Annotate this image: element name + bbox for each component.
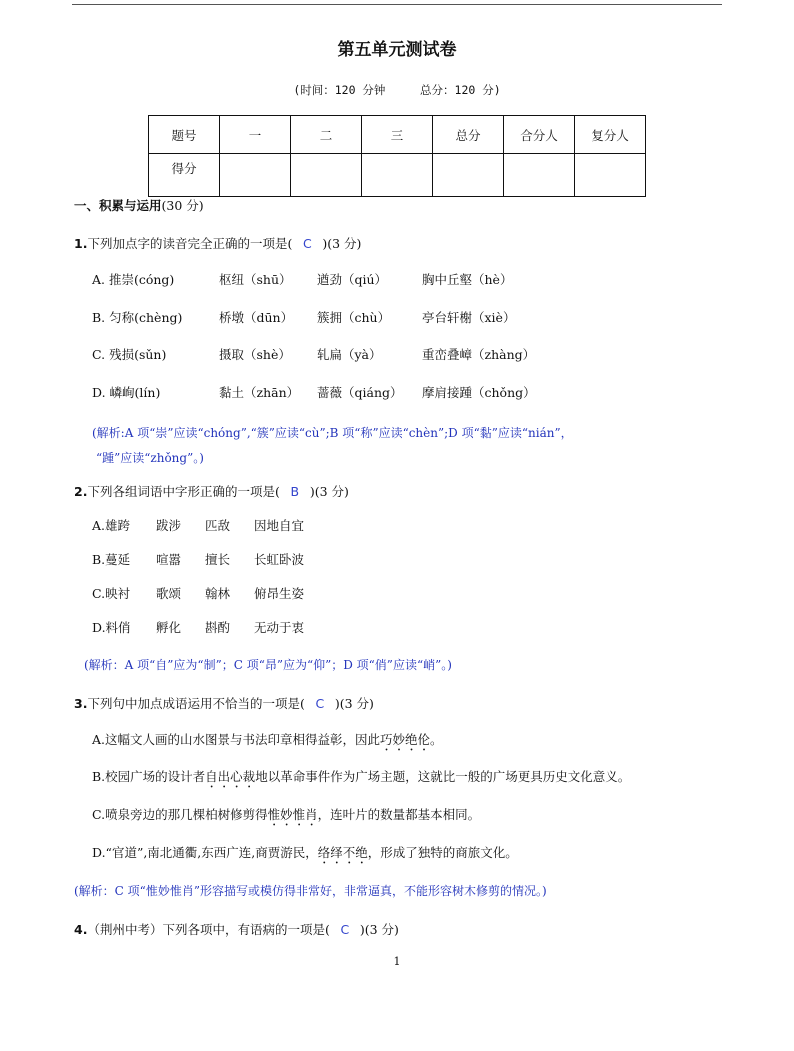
option-item: 亭台轩榭（xiè） [422, 310, 516, 325]
option-item: 无动于衷 [254, 620, 305, 635]
header-cell: 三 [362, 116, 433, 154]
score-row-label: 得分 [149, 154, 220, 197]
q3-option-d [92, 845, 518, 867]
q1-explanation-line1: (解析:A 项“崇”应读“chóng”,“簇”应读“cù”;B 项“称”应读“chèn”;D 项“黏”应读“nián”， [92, 426, 573, 440]
answer-mark: C [302, 236, 312, 251]
q1-option-b [92, 310, 732, 326]
option-item: 蔷薇（qiáng） [317, 385, 403, 400]
answer-mark: B [290, 484, 300, 499]
score-cell[interactable] [291, 154, 362, 197]
option-item: 孵化 [156, 620, 182, 635]
q2-option-a [92, 518, 492, 534]
option-item: 枢纽（shū） [219, 272, 292, 287]
question-number: 3. [74, 696, 88, 711]
header-cell: 合分人 [504, 116, 575, 154]
page-number: 1 [393, 955, 401, 968]
option-text: A.这幅文人画的山水图景与书法印章相得益彰，因此 [92, 732, 381, 747]
header-cell: 复分人 [575, 116, 646, 154]
option-item: 摩肩接踵（chǒng） [422, 385, 536, 400]
option-text: ，形成了独特的商旅文化。 [367, 845, 518, 860]
q1-option-c [92, 347, 732, 363]
question-text: 下列加点字的读音完全正确的一项是( [87, 236, 293, 251]
option-item: 俯昂生姿 [254, 586, 305, 601]
option-text: D.“官道”,南北通衢,东西广连,商贾游民， [92, 845, 318, 860]
option-item: 歌颂 [156, 586, 182, 601]
exam-time-score: (时间：120 分钟 总分：120 分) [293, 83, 501, 97]
header-cell: 总分 [433, 116, 504, 154]
header-cell: 一 [220, 116, 291, 154]
answer-mark: C [315, 696, 325, 711]
dotted-idiom: 自出心裁 [205, 769, 256, 784]
question-text: 下列句中加点成语运用不恰当的一项是( [87, 696, 305, 711]
option-item: 遒劲（qiú） [317, 272, 388, 287]
score-cell[interactable] [575, 154, 646, 197]
page-title: 第五单元测试卷 [337, 40, 457, 60]
score-cell[interactable] [362, 154, 433, 197]
option-item: 擅长 [205, 552, 231, 567]
option-item: D. 嶙峋(lín) [92, 385, 161, 400]
question-points: )(3 分) [359, 922, 399, 937]
question-text: 下列各组词语中字形正确的一项是( [87, 484, 280, 499]
q2-explanation: (解析：A 项“自”应为“制”；C 项“昂”应为“仰”；D 项“俏”应读“峭”。) [84, 658, 452, 672]
question-points: )(3 分) [309, 484, 349, 499]
q1-explanation-line2: “踵”应读“zhǒng”。) [96, 451, 204, 465]
q1-option-a [92, 272, 732, 288]
header-cell: 题号 [149, 116, 220, 154]
option-item: D.料俏 [92, 620, 131, 635]
answer-mark: C [340, 922, 350, 937]
option-item: A. 推崇(cóng) [92, 272, 175, 287]
option-text: 。 [430, 732, 443, 747]
score-cell[interactable] [504, 154, 575, 197]
question-points: )(3 分) [322, 236, 362, 251]
question-2-stem [74, 484, 349, 500]
option-item: 匹敌 [205, 518, 231, 533]
question-points: )(3 分) [334, 696, 374, 711]
option-item: 黏土（zhān） [219, 385, 300, 400]
dotted-idiom: 巧妙绝伦 [380, 732, 431, 747]
option-item: 轧扁（yà） [317, 347, 382, 362]
question-number: 4. [74, 922, 88, 937]
question-number: 2. [74, 484, 88, 499]
q3-option-a [92, 732, 443, 754]
section-points: (30 分) [161, 198, 204, 213]
option-item: 斟酌 [205, 620, 231, 635]
option-item: 跋涉 [156, 518, 182, 533]
q3-option-b [92, 769, 630, 791]
q2-option-d [92, 620, 492, 636]
option-item: 翰林 [205, 586, 231, 601]
q2-option-b [92, 552, 492, 568]
option-text: C.喷泉旁边的那几棵柏树修剪得 [92, 807, 268, 822]
option-item: C.映衬 [92, 586, 131, 601]
header-cell: 二 [291, 116, 362, 154]
option-item: C. 残损(sǔn) [92, 347, 167, 362]
option-item: B.蔓延 [92, 552, 131, 567]
option-item: 胸中丘壑（hè） [422, 272, 513, 287]
option-item: 簇拥（chù） [317, 310, 391, 325]
option-item: 桥墩（dūn） [219, 310, 294, 325]
option-text: ，连叶片的数量都基本相同。 [317, 807, 481, 822]
section-heading [74, 198, 204, 214]
dotted-idiom: 络绎不绝 [317, 845, 368, 860]
question-1-stem [74, 236, 361, 252]
option-item: 因地自宜 [254, 518, 305, 533]
q2-option-c [92, 586, 492, 602]
option-item: B. 匀称(chèng) [92, 310, 183, 325]
score-cell[interactable] [220, 154, 291, 197]
score-table-header-row [149, 116, 646, 154]
question-4-stem [74, 922, 399, 938]
top-rule [72, 4, 722, 5]
section-title: 一、积累与运用 [74, 198, 162, 213]
option-text: 地以革命事件作为广场主题，这就比一般的广场更具历史文化意义。 [255, 769, 631, 784]
question-number: 1. [74, 236, 88, 251]
question-3-stem [74, 696, 374, 712]
option-item: 长虹卧波 [254, 552, 305, 567]
score-table [148, 115, 646, 197]
q1-option-d [92, 385, 732, 401]
option-text: B.校园广场的设计者 [92, 769, 206, 784]
option-item: 喧嚣 [156, 552, 182, 567]
q3-option-c [92, 807, 480, 829]
q3-explanation: (解析：C 项“惟妙惟肖”形容描写或模仿得非常好，非常逼真，不能形容树木修剪的情况。) [74, 884, 547, 898]
dotted-idiom: 惟妙惟肖 [267, 807, 318, 822]
score-cell[interactable] [433, 154, 504, 197]
option-item: 重峦叠嶂（zhàng） [422, 347, 536, 362]
score-table-score-row [149, 154, 646, 197]
option-item: 摄取（shè） [219, 347, 291, 362]
option-item: A.雄跨 [92, 518, 131, 533]
question-text: （荆州中考）下列各项中，有语病的一项是( [87, 922, 330, 937]
